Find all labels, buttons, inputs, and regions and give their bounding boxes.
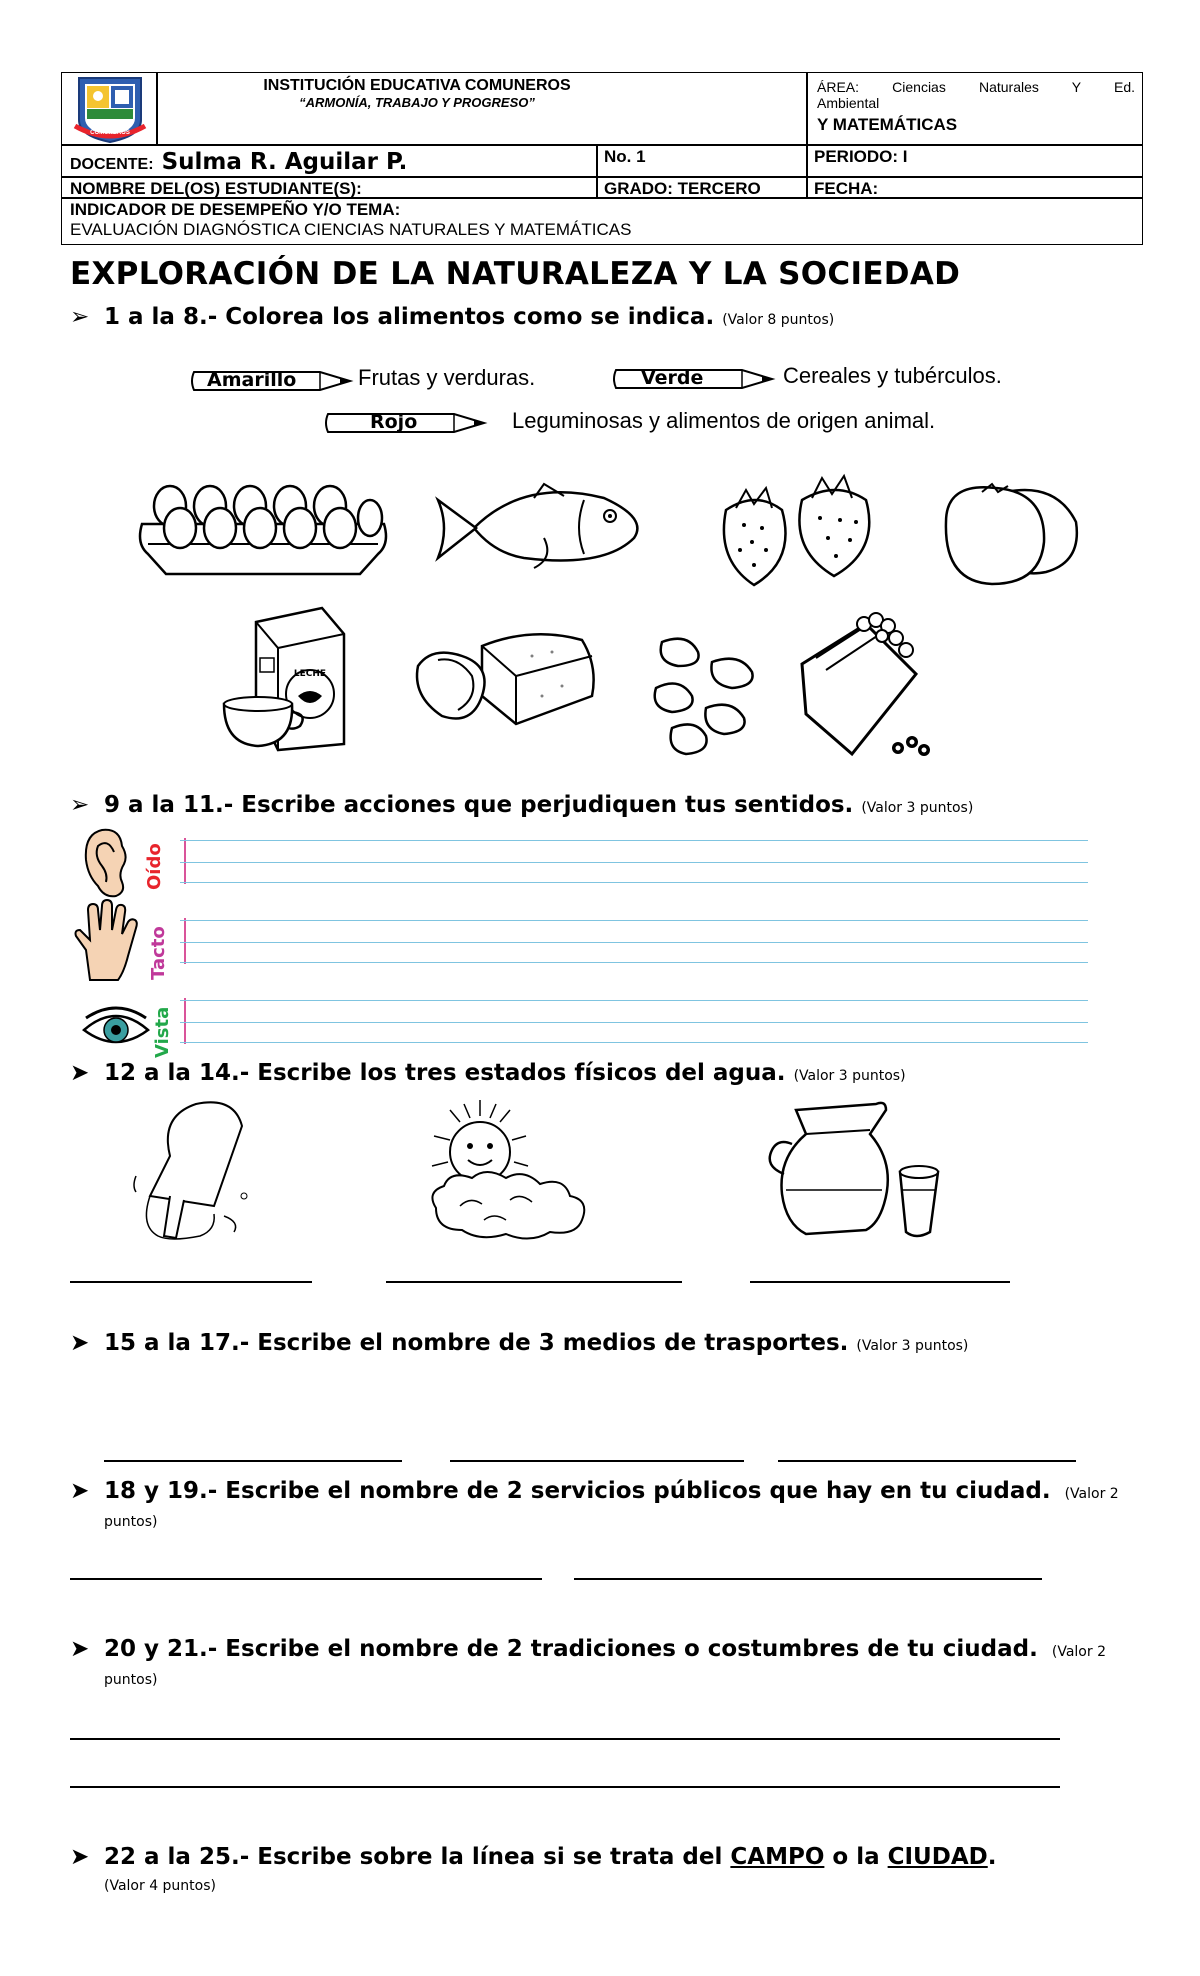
fish-icon xyxy=(434,478,648,578)
answer-line[interactable] xyxy=(70,1786,1060,1788)
question-value-cont: puntos) xyxy=(104,1514,158,1530)
divider xyxy=(62,144,1142,146)
milk-carton-icon xyxy=(218,604,348,752)
eye-icon xyxy=(80,1002,152,1052)
question-20-21 xyxy=(70,1636,1106,1662)
legend-color-rojo: Rojo xyxy=(370,411,418,433)
question-text: 9 a la 11.- Escribe acciones que perjudiquen tus sentidos. xyxy=(104,792,854,818)
water-pitcher-icon xyxy=(766,1094,948,1246)
grado-field: GRADO: TERCERO xyxy=(604,179,761,198)
sense-label-vista: Vista xyxy=(152,1006,173,1058)
ruled-line xyxy=(180,1000,1088,1001)
answer-line[interactable] xyxy=(70,1281,312,1283)
egg-carton-icon xyxy=(136,484,390,582)
ruled-line xyxy=(180,840,1088,841)
question-value: (Valor 8 puntos) xyxy=(722,312,835,328)
question-text: 12 a la 14.- Escribe los tres estados físicos del agua. xyxy=(104,1060,786,1086)
divider xyxy=(62,176,1142,178)
ruled-line xyxy=(180,962,1088,963)
indicador-label: INDICADOR DE DESEMPEÑO Y/O TEMA: xyxy=(70,200,401,219)
area-line-2: Ambiental xyxy=(817,95,880,111)
sense-label-oido: Oído xyxy=(144,843,165,890)
arrow-bullet-icon: ➤ xyxy=(70,1636,90,1662)
institution-name: INSTITUCIÓN EDUCATIVA COMUNEROS xyxy=(263,77,571,94)
ruled-line xyxy=(180,942,1088,943)
legend-desc-rojo: Leguminosas y alimentos de origen animal. xyxy=(512,408,936,433)
question-9-11 xyxy=(70,792,973,818)
question-value: (Valor 3 puntos) xyxy=(793,1068,906,1084)
divider xyxy=(596,145,598,198)
strawberry-icon xyxy=(716,470,880,590)
area-line-3: Y MATEMÁTICAS xyxy=(817,115,958,134)
ear-icon xyxy=(82,826,132,902)
question-value: (Valor 4 puntos) xyxy=(104,1878,216,1894)
question-text: 18 y 19.- Escribe el nombre de 2 servicios públicos que hay en tu ciudad. xyxy=(104,1478,1051,1504)
legend-desc-amarillo: Frutas y verduras. xyxy=(358,365,536,390)
beans-icon xyxy=(648,632,760,760)
answer-line[interactable] xyxy=(574,1578,1042,1580)
institution-motto: “ARMONÍA, TRABAJO Y PROGRESO” xyxy=(299,95,535,110)
question-value-cont: puntos) xyxy=(104,1672,158,1688)
question-text: 15 a la 17.- Escribe el nombre de 3 medios de trasportes. xyxy=(104,1330,849,1356)
answer-line[interactable] xyxy=(386,1281,682,1283)
periodo-field: PERIODO: I xyxy=(814,147,908,166)
question-12-14 xyxy=(70,1060,906,1086)
question-22-25 xyxy=(70,1844,996,1870)
question-1-8 xyxy=(70,304,834,330)
question-text-connector: o la xyxy=(832,1844,880,1870)
area-line-1: ÁREA: Ciencias Naturales Y Ed. xyxy=(817,79,1135,95)
question-text: 1 a la 8.- Colorea los alimentos como se indica. xyxy=(104,304,715,330)
arrow-bullet-icon: ➤ xyxy=(70,1060,90,1086)
legend-desc-verde: Cereales y tubérculos. xyxy=(783,363,1002,388)
docente-row xyxy=(70,149,407,175)
question-15-17 xyxy=(70,1330,968,1356)
ciudad-keyword: CIUDAD xyxy=(887,1844,988,1870)
question-period: . xyxy=(987,1844,997,1870)
arrow-bullet-icon: ➤ xyxy=(70,1478,90,1504)
answer-line[interactable] xyxy=(104,1460,402,1462)
question-value: (Valor 2 xyxy=(1064,1486,1119,1502)
ruled-line xyxy=(180,1042,1088,1043)
melting-popsicle-icon xyxy=(130,1096,254,1246)
ruled-line xyxy=(180,862,1088,863)
bread-icon xyxy=(412,626,600,728)
arrow-bullet-icon: ➤ xyxy=(70,1330,90,1356)
hand-icon xyxy=(72,900,142,984)
arrow-bullet-icon: ➢ xyxy=(70,792,90,818)
legend-color-amarillo: Amarillo xyxy=(207,369,297,391)
question-value: (Valor 3 puntos) xyxy=(861,800,974,816)
number-field: No. 1 xyxy=(604,147,646,166)
docente-label: DOCENTE: xyxy=(70,156,154,173)
school-logo-icon xyxy=(69,76,151,144)
campo-keyword: CAMPO xyxy=(730,1844,825,1870)
answer-line[interactable] xyxy=(70,1578,542,1580)
answer-line[interactable] xyxy=(70,1738,1060,1740)
svg-text:COMUNEROS: COMUNEROS xyxy=(90,130,130,136)
arrow-bullet-icon: ➤ xyxy=(70,1844,90,1870)
page-title: EXPLORACIÓN DE LA NATURALEZA Y LA SOCIEDAD xyxy=(70,256,961,292)
divider xyxy=(156,73,158,145)
arrow-bullet-icon: ➢ xyxy=(70,304,90,330)
ruled-line xyxy=(180,882,1088,883)
answer-line[interactable] xyxy=(450,1460,744,1462)
question-text: 22 a la 25.- Escribe sobre la línea si se trata del xyxy=(104,1844,723,1870)
question-value: (Valor 3 puntos) xyxy=(856,1338,969,1354)
question-value: (Valor 2 xyxy=(1051,1644,1106,1660)
fecha-field: FECHA: xyxy=(814,179,879,198)
margin-line xyxy=(184,838,186,884)
sense-label-tacto: Tacto xyxy=(148,926,169,980)
ruled-line xyxy=(180,1022,1088,1023)
estudiantes-label: NOMBRE DEL(OS) ESTUDIANTE(S): xyxy=(70,179,362,198)
sun-cloud-icon xyxy=(420,1096,616,1246)
popcorn-bag-icon xyxy=(796,614,936,764)
divider xyxy=(806,73,808,198)
question-text: 20 y 21.- Escribe el nombre de 2 tradiciones o costumbres de tu ciudad. xyxy=(104,1636,1038,1662)
tomato-icon xyxy=(936,472,1082,588)
docente-name: Sulma R. Aguilar P. xyxy=(161,149,408,175)
margin-line xyxy=(184,918,186,964)
answer-line[interactable] xyxy=(778,1460,1076,1462)
margin-line xyxy=(184,998,186,1044)
question-18-19 xyxy=(70,1478,1119,1504)
header-table xyxy=(61,72,1143,245)
svg-text:LECHE: LECHE xyxy=(293,669,327,679)
ruled-line xyxy=(180,920,1088,921)
legend-color-verde: Verde xyxy=(641,367,704,389)
answer-line[interactable] xyxy=(750,1281,1010,1283)
indicador-text: EVALUACIÓN DIAGNÓSTICA CIENCIAS NATURALES Y MATEMÁTICAS xyxy=(70,220,632,239)
